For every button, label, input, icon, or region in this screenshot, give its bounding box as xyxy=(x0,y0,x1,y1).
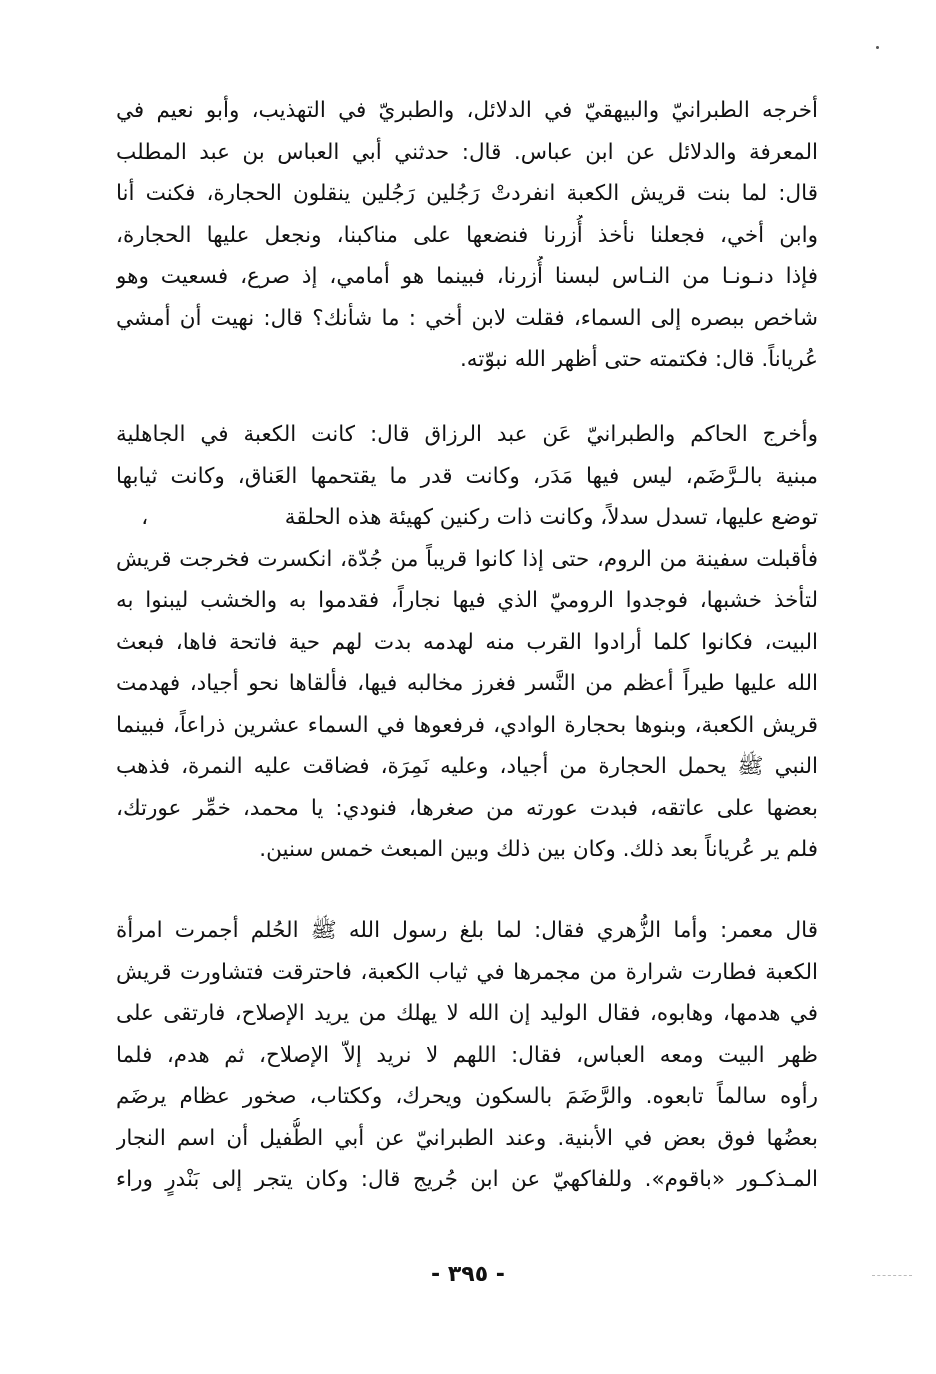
paragraph-2 xyxy=(116,414,818,871)
text-line: ظهر البيت ومعه العباس، فقال: اللهم لا نريد إلاّ الإصلاح، ثم هدم، فلما xyxy=(116,1042,818,1068)
text-line: المـذكـور «باقوم». وللفاكهيّ عن ابن جُريج قال: وكان يتجر إلى بَنْدرٍ وراء xyxy=(116,1167,818,1192)
text-line: قال: لما بنت قريش الكعبة انفردتْ رَجُلين رَجُلين ينقلون الحجارة، فكنت أنا xyxy=(116,181,818,206)
text-line: وأخرج الحاكم والطبرانيّ عَن عبد الرزاق قال: كانت الكعبة في الجاهلية xyxy=(116,422,818,447)
paragraph-3 xyxy=(116,910,818,1201)
text-line: رأوه سالماً تابعوه. والرَّضَمَ بالسكون ويحرك، وككتاب، صخور عظام يرضَم xyxy=(116,1084,818,1109)
text-line: توضع عليها، تسدل سدلاً، وكانت ذات ركنين كهيئة هذه الحلقة ، xyxy=(141,505,818,530)
text-line: فلم ير عُرياناً بعد ذلك. وكان بين ذلك وبين المبعث خمس سنين. xyxy=(259,837,818,862)
text-line: شاخص ببصره إلى السماء، فقلت لابن أخي : ما شأنك؟ قال: نهيت أن أمشي xyxy=(116,305,818,331)
text-line: بعضها على عاتقه، فبدت عورته من صغرها، فنودي: يا محمد، خمِّر عورتك، xyxy=(116,795,818,821)
text-line: النبي ﷺ يحمل الحجارة من أجياد، وعليه نَمِرَة، فضاقت عليه النمرة، فذهب xyxy=(116,754,818,779)
text-line: قريش الكعبة، وبنوها بحجارة الوادي، فرفعوها في السماء عشرين ذراعاً، فبينما xyxy=(116,712,818,738)
text-line: وابن أخي، فجعلنا نأخذ أُزرنا فنضعها على مناكبنا، ونجعل عليها الحجارة، xyxy=(116,222,818,248)
text-line: فأقبلت سفينة من الروم، حتى إذا كانوا قريباً من جُدّة، انكسرت فخرجت قريش xyxy=(116,546,818,572)
text-line: الله عليها طيراً أعظم من النَّسر فغرز مخالبه فيها، فألقاها نحو أجياد، فهدمت xyxy=(116,671,818,696)
text-line: فإذا دنـونـا من النـاس لبسنا أُزرنا، فبينما هو أمامي، إذ صرع، فسعيت وهو xyxy=(116,264,818,289)
text-line: قال معمر: وأما الزُّهري فقال: لما بلغ رسول الله ﷺ الحُلم أجمرت امرأة xyxy=(116,918,818,943)
text-line: أخرجه الطبرانيّ والبيهقيّ في الدلائل، والطبريّ في التهذيب، وأبو نعيم في xyxy=(116,98,818,123)
margin-mark xyxy=(872,1275,912,1277)
text-line: المعرفة والدلائل عن ابن عباس. قال: حدثني أبي العباس بن عبد المطلب xyxy=(116,139,818,165)
margin-speck xyxy=(876,46,879,49)
text-line: عُرياناً. قال: فكتمته حتى أظهر الله نبوّته. xyxy=(459,347,818,372)
text-line: البيت، فكانوا كلما أرادوا القرب منه لهدمه بدت لهم حية فاتحة فاها، فبعث xyxy=(116,629,818,655)
text-line: في هدمها، وهابوه، فقال الوليد إن الله لا يهلك من يريد الإصلاح، فارتقى على xyxy=(116,1001,818,1026)
text-line: بعضُها فوق بعض في الأبنية. وعند الطبرانيّ عن أبي الطُّفيل أن اسم النجار xyxy=(116,1125,818,1151)
text-line: الكعبة فطارت شرارة من مجمرها في ثياب الكعبة، فاحترقت فتشاورت قريش xyxy=(116,959,818,985)
text-line: مبنية بالـرَّضَم، ليس فيها مَدَر، وكانت قدر ما يقتحمها العَناق، وكانت ثيابها xyxy=(116,463,818,489)
paragraph-1 xyxy=(116,90,818,381)
text-line: لتأخذ خشبها، فوجدوا الروميّ الذي فيها نجاراً، فقدموا به والخشب ليبنوا به xyxy=(116,588,818,613)
page-number: - ٣٩٥ - xyxy=(431,1262,505,1287)
